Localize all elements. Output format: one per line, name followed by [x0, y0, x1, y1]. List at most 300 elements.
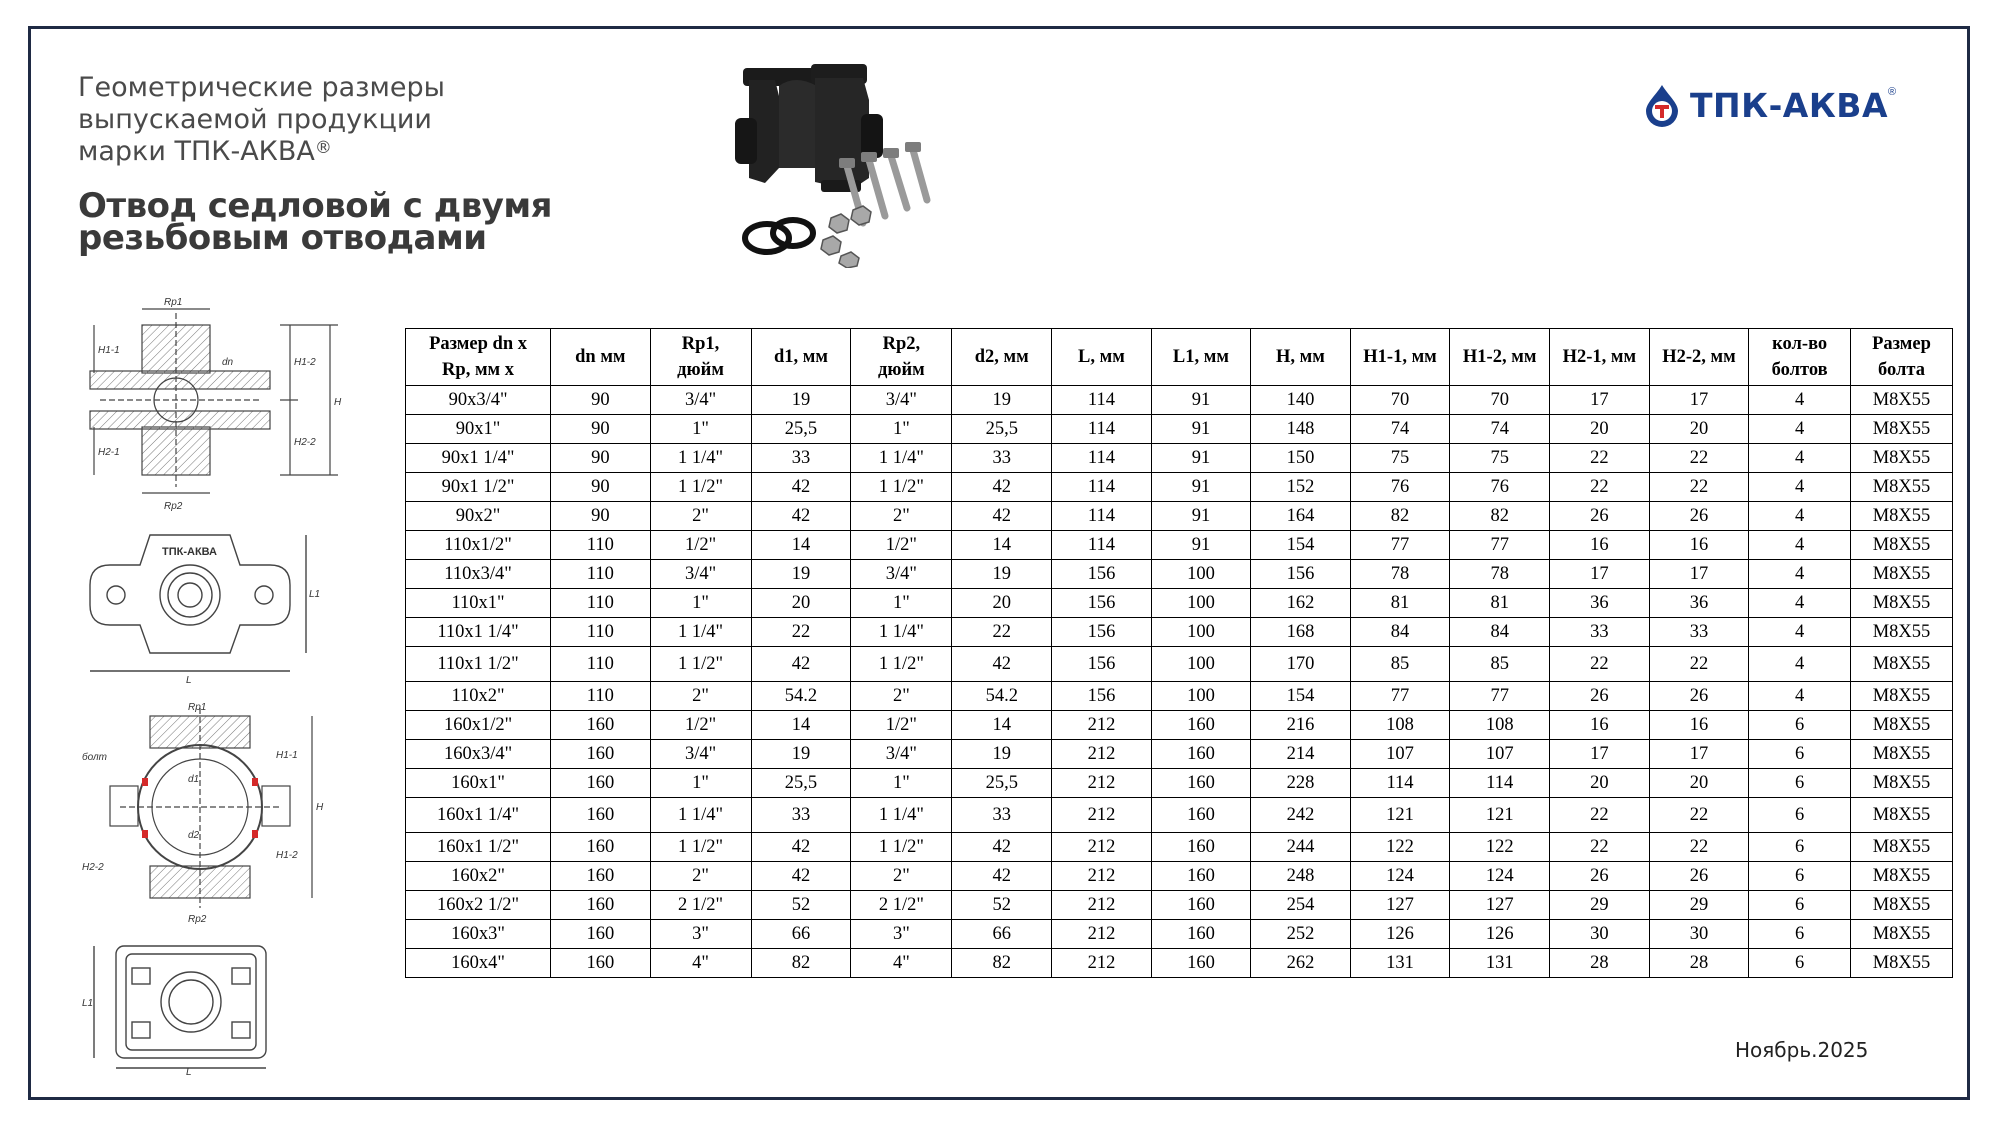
table-cell: 127 — [1350, 891, 1450, 920]
table-cell: 1" — [650, 589, 751, 618]
table-cell: 1/2" — [851, 531, 952, 560]
column-header-line: d1, мм — [773, 347, 828, 367]
subtitle-line-3 — [78, 136, 538, 168]
table-cell: 110 — [551, 531, 651, 560]
table-cell: 110 — [551, 560, 651, 589]
drawing1-label-h12: H1-2 — [294, 357, 316, 368]
table-row — [406, 647, 1953, 682]
column-header-line: H1-2, мм — [1462, 347, 1537, 367]
table-cell: 91 — [1151, 444, 1251, 473]
table-cell: 17 — [1649, 560, 1749, 589]
table-cell: 22 — [1550, 798, 1650, 833]
table-cell: 19 — [952, 560, 1052, 589]
drawing1-label-h: H — [334, 397, 342, 408]
table-cell: 90 — [551, 415, 651, 444]
column-header-line: L1, мм — [1172, 347, 1229, 367]
drawing2-label-brand: ТПК-АКВА — [162, 546, 217, 558]
table-cell: 75 — [1450, 444, 1550, 473]
column-header-7 — [1151, 329, 1251, 386]
product-photo — [735, 58, 965, 268]
table-cell: 2" — [650, 862, 751, 891]
drawing1-label-h22: H2-2 — [294, 437, 316, 448]
column-header-3 — [751, 329, 851, 386]
table-cell: 160 — [1151, 798, 1251, 833]
table-cell: 90 — [551, 444, 651, 473]
table-cell: 126 — [1350, 920, 1450, 949]
cross-section-drawing — [80, 295, 350, 520]
table-cell: 160x4" — [406, 949, 551, 978]
table-cell: 1 1/4" — [851, 444, 952, 473]
table-row — [406, 386, 1953, 415]
table-header-row — [406, 329, 1953, 386]
table-cell: 33 — [1550, 618, 1650, 647]
table-cell: 2" — [650, 682, 751, 711]
table-cell: 152 — [1251, 473, 1351, 502]
table-row — [406, 444, 1953, 473]
table-cell: 42 — [952, 862, 1052, 891]
table-cell: 25,5 — [952, 415, 1052, 444]
table-cell: 1 1/2" — [851, 647, 952, 682]
document-subtitle — [78, 72, 538, 168]
table-cell: 17 — [1550, 560, 1650, 589]
table-cell: 114 — [1450, 769, 1550, 798]
table-cell: 100 — [1151, 682, 1251, 711]
table-cell: 82 — [751, 949, 851, 978]
table-cell: 20 — [952, 589, 1052, 618]
table-cell: 78 — [1450, 560, 1550, 589]
table-cell: 262 — [1251, 949, 1351, 978]
table-cell: 168 — [1251, 618, 1351, 647]
table-cell: 81 — [1450, 589, 1550, 618]
table-cell: 26 — [1649, 862, 1749, 891]
table-cell: 25,5 — [952, 769, 1052, 798]
table-cell: 91 — [1151, 473, 1251, 502]
table-cell: M8X55 — [1850, 862, 1952, 891]
dimensions-table — [405, 328, 1953, 978]
table-cell: 156 — [1052, 589, 1152, 618]
table-cell: 160x2 1/2" — [406, 891, 551, 920]
table-cell: 131 — [1350, 949, 1450, 978]
table-cell: 3" — [851, 920, 952, 949]
drawing1-label-rp2: Rp2 — [164, 501, 183, 512]
table-cell: 26 — [1550, 682, 1650, 711]
table-cell: 90 — [551, 473, 651, 502]
table-cell: 28 — [1550, 949, 1650, 978]
table-cell: 100 — [1151, 647, 1251, 682]
table-cell: 160 — [1151, 740, 1251, 769]
table-cell: 42 — [952, 502, 1052, 531]
table-cell: 90x3/4" — [406, 386, 551, 415]
table-cell: 252 — [1251, 920, 1351, 949]
column-header-9 — [1350, 329, 1450, 386]
table-cell: 90x1 1/2" — [406, 473, 551, 502]
table-cell: 84 — [1350, 618, 1450, 647]
drawing3-label-d2: d2 — [188, 830, 200, 841]
table-cell: 52 — [952, 891, 1052, 920]
table-row — [406, 415, 1953, 444]
table-cell: 76 — [1350, 473, 1450, 502]
table-cell: 114 — [1052, 531, 1152, 560]
table-row — [406, 502, 1953, 531]
table-cell: M8X55 — [1850, 891, 1952, 920]
table-cell: 122 — [1450, 833, 1550, 862]
table-cell: 22 — [1649, 473, 1749, 502]
table-cell: 20 — [751, 589, 851, 618]
column-header-line: дюйм — [877, 360, 925, 380]
table-cell: 212 — [1052, 740, 1152, 769]
table-cell: 54.2 — [952, 682, 1052, 711]
top-view-drawing — [80, 525, 320, 685]
table-row — [406, 769, 1953, 798]
table-cell: 19 — [751, 560, 851, 589]
table-cell: M8X55 — [1850, 769, 1952, 798]
table-row — [406, 920, 1953, 949]
table-cell: 110x1" — [406, 589, 551, 618]
table-cell: M8X55 — [1850, 833, 1952, 862]
column-header-line: дюйм — [677, 360, 724, 380]
title-line-1: Отвод седловой с двумя — [78, 186, 552, 226]
table-cell: 114 — [1052, 386, 1152, 415]
table-cell: M8X55 — [1850, 949, 1952, 978]
table-cell: 90x2" — [406, 502, 551, 531]
table-cell: 36 — [1550, 589, 1650, 618]
table-cell: 26 — [1550, 862, 1650, 891]
table-cell: 4 — [1749, 618, 1851, 647]
table-cell: 110x1/2" — [406, 531, 551, 560]
table-cell: 212 — [1052, 769, 1152, 798]
table-cell: 81 — [1350, 589, 1450, 618]
table-cell: 74 — [1350, 415, 1450, 444]
brand-logo — [1642, 80, 1942, 130]
table-cell: 52 — [751, 891, 851, 920]
table-cell: 16 — [1649, 531, 1749, 560]
table-cell: 82 — [1350, 502, 1450, 531]
table-cell: M8X55 — [1850, 920, 1952, 949]
column-header-0 — [406, 329, 551, 386]
table-cell: 2" — [851, 862, 952, 891]
table-cell: 25,5 — [751, 415, 851, 444]
table-cell: 160 — [551, 798, 651, 833]
table-cell: 160x3" — [406, 920, 551, 949]
drawing3-label-h: H — [316, 802, 324, 813]
table-cell: 160x2" — [406, 862, 551, 891]
table-cell: 160x1 1/2" — [406, 833, 551, 862]
column-header-line: L, мм — [1078, 347, 1125, 367]
table-cell: 19 — [952, 740, 1052, 769]
table-cell: 2 1/2" — [650, 891, 751, 920]
table-cell: 78 — [1350, 560, 1450, 589]
table-cell: 4 — [1749, 502, 1851, 531]
table-cell: 1" — [851, 415, 952, 444]
table-cell: 1 1/4" — [650, 798, 751, 833]
table-cell: 3/4" — [851, 560, 952, 589]
document-date: Ноябрь.2025 — [1735, 1038, 1869, 1062]
drawing1-label-rp1: Rp1 — [164, 297, 183, 308]
table-cell: 154 — [1251, 531, 1351, 560]
table-cell: 30 — [1649, 920, 1749, 949]
column-header-8 — [1251, 329, 1351, 386]
table-cell: 1" — [650, 769, 751, 798]
table-cell: 4 — [1749, 647, 1851, 682]
table-cell: 91 — [1151, 386, 1251, 415]
table-cell: 85 — [1350, 647, 1450, 682]
table-cell: 1" — [851, 589, 952, 618]
column-header-line: H2-2, мм — [1662, 347, 1736, 367]
table-row — [406, 473, 1953, 502]
table-cell: 25,5 — [751, 769, 851, 798]
table-cell: 42 — [751, 833, 851, 862]
drawing4-label-l: L — [186, 1067, 192, 1075]
table-cell: 110 — [551, 682, 651, 711]
drawing3-label-rp1: Rp1 — [188, 702, 207, 713]
table-cell: 114 — [1052, 502, 1152, 531]
table-cell: 42 — [751, 647, 851, 682]
table-cell: 6 — [1749, 920, 1851, 949]
table-cell: 164 — [1251, 502, 1351, 531]
drawing1-label-dn: dn — [222, 357, 234, 368]
column-header-line: кол-во — [1772, 334, 1828, 354]
column-header-4 — [851, 329, 952, 386]
table-cell: 4 — [1749, 444, 1851, 473]
table-row — [406, 833, 1953, 862]
table-cell: 90x1 1/4" — [406, 444, 551, 473]
table-cell: 160 — [1151, 862, 1251, 891]
registered-mark: ® — [314, 138, 332, 158]
table-cell: 82 — [1450, 502, 1550, 531]
table-cell: 6 — [1749, 891, 1851, 920]
column-header-2 — [650, 329, 751, 386]
column-header-5 — [952, 329, 1052, 386]
table-cell: 154 — [1251, 682, 1351, 711]
table-cell: 14 — [751, 711, 851, 740]
table-cell: 1 1/4" — [650, 618, 751, 647]
table-cell: 242 — [1251, 798, 1351, 833]
table-cell: 114 — [1052, 444, 1152, 473]
table-cell: 1/2" — [650, 711, 751, 740]
side-section-drawing — [80, 698, 330, 928]
table-cell: 91 — [1151, 415, 1251, 444]
table-cell: 16 — [1550, 531, 1650, 560]
table-cell: 91 — [1151, 502, 1251, 531]
column-header-10 — [1450, 329, 1550, 386]
table-cell: 170 — [1251, 647, 1351, 682]
water-drop-icon — [1642, 83, 1682, 127]
table-cell: 6 — [1749, 798, 1851, 833]
table-cell: 66 — [751, 920, 851, 949]
table-cell: 22 — [952, 618, 1052, 647]
table-cell: 6 — [1749, 862, 1851, 891]
table-row — [406, 682, 1953, 711]
table-cell: 22 — [1649, 798, 1749, 833]
table-cell: M8X55 — [1850, 444, 1952, 473]
table-cell: 90 — [551, 502, 651, 531]
table-cell: 1/2" — [851, 711, 952, 740]
table-cell: 19 — [751, 740, 851, 769]
table-cell: 131 — [1450, 949, 1550, 978]
table-cell: M8X55 — [1850, 798, 1952, 833]
table-cell: 110 — [551, 647, 651, 682]
table-cell: M8X55 — [1850, 647, 1952, 682]
table-cell: 214 — [1251, 740, 1351, 769]
table-cell: 160x1" — [406, 769, 551, 798]
table-cell: M8X55 — [1850, 531, 1952, 560]
table-cell: 22 — [1649, 444, 1749, 473]
table-cell: 160x3/4" — [406, 740, 551, 769]
table-cell: 26 — [1550, 502, 1650, 531]
table-cell: 1 1/2" — [650, 833, 751, 862]
column-header-line: болта — [1878, 360, 1925, 380]
table-cell: 77 — [1350, 682, 1450, 711]
table-cell: 42 — [751, 862, 851, 891]
table-cell: 4 — [1749, 560, 1851, 589]
table-cell: 66 — [952, 920, 1052, 949]
column-header-line: H1-1, мм — [1363, 347, 1437, 367]
table-cell: 77 — [1450, 682, 1550, 711]
table-cell: 108 — [1450, 711, 1550, 740]
table-cell: 3/4" — [650, 740, 751, 769]
table-cell: 6 — [1749, 711, 1851, 740]
table-cell: 1/2" — [650, 531, 751, 560]
table-cell: 33 — [1649, 618, 1749, 647]
table-cell: 110 — [551, 618, 651, 647]
table-row — [406, 740, 1953, 769]
column-header-1 — [551, 329, 651, 386]
table-cell: 90 — [551, 386, 651, 415]
column-header-line: Rp1, — [681, 334, 720, 354]
table-cell: 84 — [1450, 618, 1550, 647]
table-cell: 122 — [1350, 833, 1450, 862]
table-cell: 33 — [751, 444, 851, 473]
table-cell: 42 — [751, 502, 851, 531]
table-cell: 160 — [551, 740, 651, 769]
table-cell: 124 — [1450, 862, 1550, 891]
table-cell: 4 — [1749, 386, 1851, 415]
table-cell: 26 — [1649, 502, 1749, 531]
column-header-11 — [1550, 329, 1650, 386]
table-cell: M8X55 — [1850, 473, 1952, 502]
table-cell: 212 — [1052, 798, 1152, 833]
table-cell: 26 — [1649, 682, 1749, 711]
table-row — [406, 618, 1953, 647]
table-cell: 160 — [551, 833, 651, 862]
table-cell: 4 — [1749, 589, 1851, 618]
table-cell: 42 — [952, 647, 1052, 682]
table-cell: 162 — [1251, 589, 1351, 618]
table-row — [406, 862, 1953, 891]
table-cell: 4" — [650, 949, 751, 978]
table-cell: 75 — [1350, 444, 1450, 473]
table-cell: 3/4" — [851, 740, 952, 769]
table-row — [406, 560, 1953, 589]
drawing1-label-h21: H2-1 — [98, 447, 120, 458]
logo-text: ТПК-АКВА — [1690, 85, 1889, 125]
table-cell: 22 — [1550, 444, 1650, 473]
table-cell: 2" — [851, 682, 952, 711]
table-cell: 160 — [1151, 711, 1251, 740]
table-cell: 160 — [551, 862, 651, 891]
table-cell: 160 — [551, 949, 651, 978]
table-cell: 110x1 1/4" — [406, 618, 551, 647]
table-cell: 110x2" — [406, 682, 551, 711]
table-cell: 77 — [1350, 531, 1450, 560]
table-cell: 82 — [952, 949, 1052, 978]
table-cell: 124 — [1350, 862, 1450, 891]
table-row — [406, 891, 1953, 920]
table-cell: 114 — [1052, 473, 1152, 502]
column-header-line: болтов — [1771, 360, 1828, 380]
table-cell: 17 — [1550, 740, 1650, 769]
column-header-6 — [1052, 329, 1152, 386]
table-row — [406, 531, 1953, 560]
page-title — [78, 186, 638, 258]
table-cell: 107 — [1350, 740, 1450, 769]
table-row — [406, 949, 1953, 978]
table-cell: 110x1 1/2" — [406, 647, 551, 682]
table-cell: 22 — [1550, 473, 1650, 502]
drawing4-label-l1: L1 — [82, 998, 94, 1009]
table-cell: 228 — [1251, 769, 1351, 798]
table-cell: 6 — [1749, 769, 1851, 798]
drawing3-label-h22: H2-2 — [82, 862, 104, 873]
table-cell: 33 — [952, 798, 1052, 833]
table-body — [406, 386, 1953, 978]
table-cell: 156 — [1052, 560, 1152, 589]
table-cell: 2" — [851, 502, 952, 531]
table-cell: 3/4" — [851, 386, 952, 415]
drawing3-label-bolt: болт — [82, 752, 107, 763]
table-cell: 212 — [1052, 862, 1152, 891]
table-cell: M8X55 — [1850, 502, 1952, 531]
table-cell: 42 — [952, 473, 1052, 502]
table-cell: 160 — [551, 711, 651, 740]
table-cell: 14 — [751, 531, 851, 560]
table-cell: 156 — [1052, 647, 1152, 682]
table-cell: 28 — [1649, 949, 1749, 978]
table-cell: 114 — [1052, 415, 1152, 444]
table-cell: 160 — [1151, 891, 1251, 920]
table-cell: 22 — [1550, 647, 1650, 682]
table-cell: M8X55 — [1850, 711, 1952, 740]
bottom-view-drawing — [80, 940, 310, 1075]
table-cell: 17 — [1649, 386, 1749, 415]
table-cell: 3/4" — [650, 386, 751, 415]
table-cell: 74 — [1450, 415, 1550, 444]
table-cell: 30 — [1550, 920, 1650, 949]
table-cell: 54.2 — [751, 682, 851, 711]
table-cell: M8X55 — [1850, 415, 1952, 444]
drawing2-label-l1: L1 — [309, 589, 320, 600]
table-cell: 3/4" — [650, 560, 751, 589]
table-cell: 100 — [1151, 589, 1251, 618]
table-cell: 1" — [851, 769, 952, 798]
table-cell: 126 — [1450, 920, 1550, 949]
table-cell: 36 — [1649, 589, 1749, 618]
table-cell: 76 — [1450, 473, 1550, 502]
table-cell: 4" — [851, 949, 952, 978]
table-cell: 254 — [1251, 891, 1351, 920]
table-cell: 20 — [1550, 415, 1650, 444]
table-cell: 148 — [1251, 415, 1351, 444]
drawing1-label-h11: H1-1 — [98, 345, 120, 356]
table-cell: 1 1/4" — [650, 444, 751, 473]
table-cell: 212 — [1052, 920, 1152, 949]
table-cell: 91 — [1151, 531, 1251, 560]
table-cell: 22 — [1649, 833, 1749, 862]
table-cell: 3" — [650, 920, 751, 949]
table-cell: 42 — [751, 473, 851, 502]
drawing3-label-h11: H1-1 — [276, 750, 298, 761]
table-cell: 14 — [952, 531, 1052, 560]
